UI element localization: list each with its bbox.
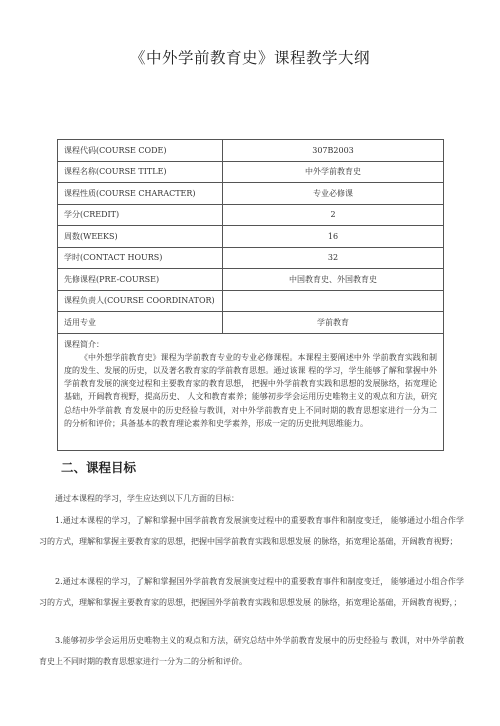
row-value xyxy=(223,290,444,312)
course-intro-cell xyxy=(58,333,444,450)
row-value: 中国教育史、外国教育史 xyxy=(223,269,444,291)
table-row xyxy=(58,183,444,205)
row-label: 学时(CONTACT HOURS) xyxy=(58,247,223,269)
row-label: 适用专业 xyxy=(58,312,223,334)
row-label: 学分(CREDIT) xyxy=(58,204,223,226)
course-intro-label: 课程简介： xyxy=(64,339,104,349)
row-value: 307B2003 xyxy=(223,140,444,162)
course-info-table xyxy=(57,139,444,451)
section-heading: 二、课程目标 xyxy=(61,460,137,475)
row-label: 课程名称(COURSE TITLE) xyxy=(58,161,223,183)
row-label: 先修课程(PRE-COURSE) xyxy=(58,269,223,291)
row-value: 学前教育 xyxy=(223,312,444,334)
row-label: 课程负责人(COURSE COORDINATOR) xyxy=(58,290,223,312)
row-value: 16 xyxy=(223,226,444,248)
goal-paragraph: 3.能够初步学会运用历史唯物主义的观点和方法，研究总结中外学前教育发展中的历史经验与 教训，对中外学前教育史上不同时期的教育思想家进行一分为二的分析和评价。 xyxy=(39,636,464,666)
goal-paragraph: 1.通过本课程的学习，了解和掌握中国学前教育发展演变过程中的重要教育事件和制度变迁， 能够通过小组合作学习的方式，理解和掌握主要教育家的思想，把握中国学前教育实践和思想发展 的脉络，拓宽理论基础，开阔教育视野； xyxy=(39,516,464,546)
row-value: 2 xyxy=(223,204,444,226)
course-intro-text: 《中外想学前教育史》课程为学前教育专业的专业必修课程。本课程主要阐述中外 学前教育实践和制度的发生、发展的历史，以及著名教育家的学前教育思想。通过该课 程的学习，学生能够了解和掌握中外学前教育发展的演变过程和主要教育家的教育思想， 把握中外学前教育实践和思想的发展脉络，拓宽理论基础，开阔教育视野，提高历史、 人文和教育素养；能够初步学会运用历史唯物主义的观点和方法，研究总结中外学前教 育发展中的历史经验与教训，对中外学前教育史上不同时期的教育思想家进行一分为二 的分析和评价；具备基本的教育理论素养和史学素养，形成一定的历史批判思维能力。 xyxy=(64,352,437,428)
row-value: 专业必修课 xyxy=(223,183,444,205)
row-label: 课程代码(COURSE CODE) xyxy=(58,140,223,162)
goal-paragraph: 2.通过本课程的学习，了解和掌握国外学前教育发展演变过程中的重要教育事件和制度变迁， 能够通过小组合作学习的方式，理解和掌握主要教育家的思想，把握国外学前教育实践和思想发展 的脉络，拓宽理论基础，开阔教育视野，； xyxy=(39,577,464,607)
row-value: 中外学前教育史 xyxy=(223,161,444,183)
table-row xyxy=(58,161,444,183)
row-label: 课程性质(COURSE CHARACTER) xyxy=(58,183,223,205)
table-row xyxy=(58,204,444,226)
section-lead: 通过本课程的学习，学生应达到以下几方面的目标： xyxy=(55,494,239,503)
table-row xyxy=(58,269,444,291)
row-label: 周数(WEEKS) xyxy=(58,226,223,248)
document-title: 《中外学前教育史》课程教学大纲 xyxy=(129,49,370,67)
table-row xyxy=(58,333,444,450)
table-row xyxy=(58,247,444,269)
table-row xyxy=(58,312,444,334)
row-value: 32 xyxy=(223,247,444,269)
table-row xyxy=(58,226,444,248)
table-row xyxy=(58,290,444,312)
table-row xyxy=(58,140,444,162)
